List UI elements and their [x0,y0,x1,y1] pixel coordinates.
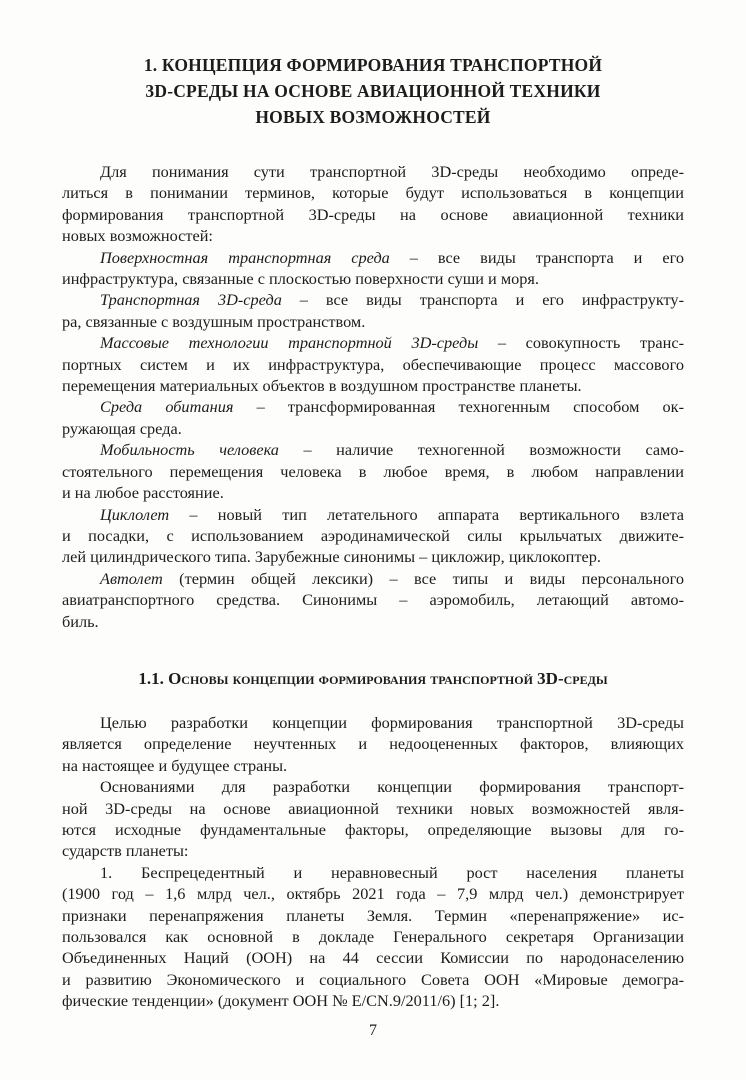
text-line: Поверхностная транспортная среда – все виды транспорта и его [100,247,684,267]
text-line: и на любое расстояние. [62,483,224,503]
text-line: и посадки, с использованием аэродинамической силы крыльчатых движите- [62,525,684,545]
text-line: (1900 год – 1,6 млрд чел., октябрь 2021 года – 7,9 млрд чел.) демонстрирует [62,884,684,904]
text-line: Автолет (термин общей лексики) – все типы и виды персонального [100,568,684,588]
paragraph [62,289,684,332]
text-line: ной 3D-среды на основе авиационной техники новых возможностей явля- [62,798,684,818]
text-line: авиатранспортного средства. Синонимы – аэромобиль, летающий автомо- [62,590,684,610]
text-line: инфраструктура, связанные с плоскостью поверхности суши и моря. [62,269,539,289]
chapter-title-line: 3D-СРЕДЫ НА ОСНОВЕ АВИАЦИОННОЙ ТЕХНИКИ [145,81,601,101]
text-line: признаки перенапряжения планеты Земля. Термин «перенапряжение» ис- [62,905,684,925]
page-content [62,0,684,1012]
text-line: Транспортная 3D-среда – все виды транспорта и его инфраструкту- [100,290,684,310]
paragraph [62,504,684,568]
text-line: портных систем и их инфраструктура, обеспечивающие процесс массового [62,354,684,374]
text-line: Целью разработки концепции формирования транспортной 3D-среды [100,712,684,732]
chapter-title-line: 1. КОНЦЕПЦИЯ ФОРМИРОВАНИЯ ТРАНСПОРТНОЙ [143,55,603,75]
text-line: ра, связанные с воздушным пространством. [62,311,366,331]
text-line: ются исходные фундаментальные факторы, определяющие вызовы для го- [62,819,684,839]
paragraph [62,568,684,632]
text-line: фические тенденции» (документ ООН № E/CN.9/2011/6) [1; 2]. [62,991,500,1011]
section-paragraphs [62,712,684,1012]
paragraph [62,439,684,503]
text-line: Мобильность человека – наличие техногенной возможности само- [100,440,684,460]
paragraph [62,776,684,862]
text-line: стоятельного перемещения человека в любое время, в любом направлении [62,461,684,481]
paragraph [62,247,684,290]
text-line: сударств планеты: [62,841,189,861]
text-line: является определение неучтенных и недооцененных факторов, влияющих [62,734,684,754]
chapter-title-line: НОВЫХ ВОЗМОЖНОСТЕЙ [255,107,491,127]
paragraph [62,161,684,247]
text-line: Для понимания сути транспортной 3D-среды необходимо опреде- [100,162,684,181]
page-number: 7 [369,1022,377,1039]
text-line: биль. [62,611,99,631]
paragraph [62,332,684,396]
chapter-title [62,52,684,130]
term-italic: Поверхностная транспортная среда [100,247,390,267]
term-italic: Среда обитания [100,397,234,417]
text-line: формирования транспортной 3D-среды на основе авиационной техники [62,204,684,224]
text-line: новых возможностей: [62,226,213,246]
text-line: пользовался как основной в докладе Генерального секретаря Организации [62,927,684,946]
term-italic: Мобильность человека [100,440,279,460]
term-italic: Циклолет [100,504,170,524]
text-line: литься в понимании терминов, которые будут использоваться в концепции [62,183,684,203]
term-italic: Массовые технологии транспортной 3D-среды [100,333,479,353]
text-line: лей цилиндрического типа. Зарубежные синонимы – цикложир, циклокоптер. [62,547,601,567]
text-line: Среда обитания – трансформированная техногенным способом ок- [100,397,684,417]
paragraph [62,862,684,1012]
text-line: перемещения материальных объектов в воздушном пространстве планеты. [62,376,582,396]
term-italic: Автолет [100,568,163,588]
paragraph [62,396,684,439]
text-line: Основаниями для разработки концепции формирования транспорт- [100,777,684,797]
text-line: Циклолет – новый тип летательного аппарата вертикального взлета [100,504,684,524]
text-line: и развитию Экономического и социального Совета ООН «Мировые демогра- [62,969,684,989]
text-line: 1. Беспрецедентный и неравновесный рост населения планеты [100,862,684,882]
text-line: Объединенных Наций (ООН) на 44 сессии Комиссии по народонаселению [62,948,684,968]
text-line: на настоящее и будущее страны. [62,755,288,775]
paragraph [62,712,684,776]
section-heading: 1.1. Основы концепции формирования транспортной 3D-среды [138,668,608,688]
term-italic: Транспортная 3D-среда [100,290,282,310]
intro-paragraphs [62,161,684,632]
text-line: Массовые технологии транспортной 3D-среды – совокупность транс- [100,333,684,353]
text-line: ружающая среда. [62,418,182,438]
